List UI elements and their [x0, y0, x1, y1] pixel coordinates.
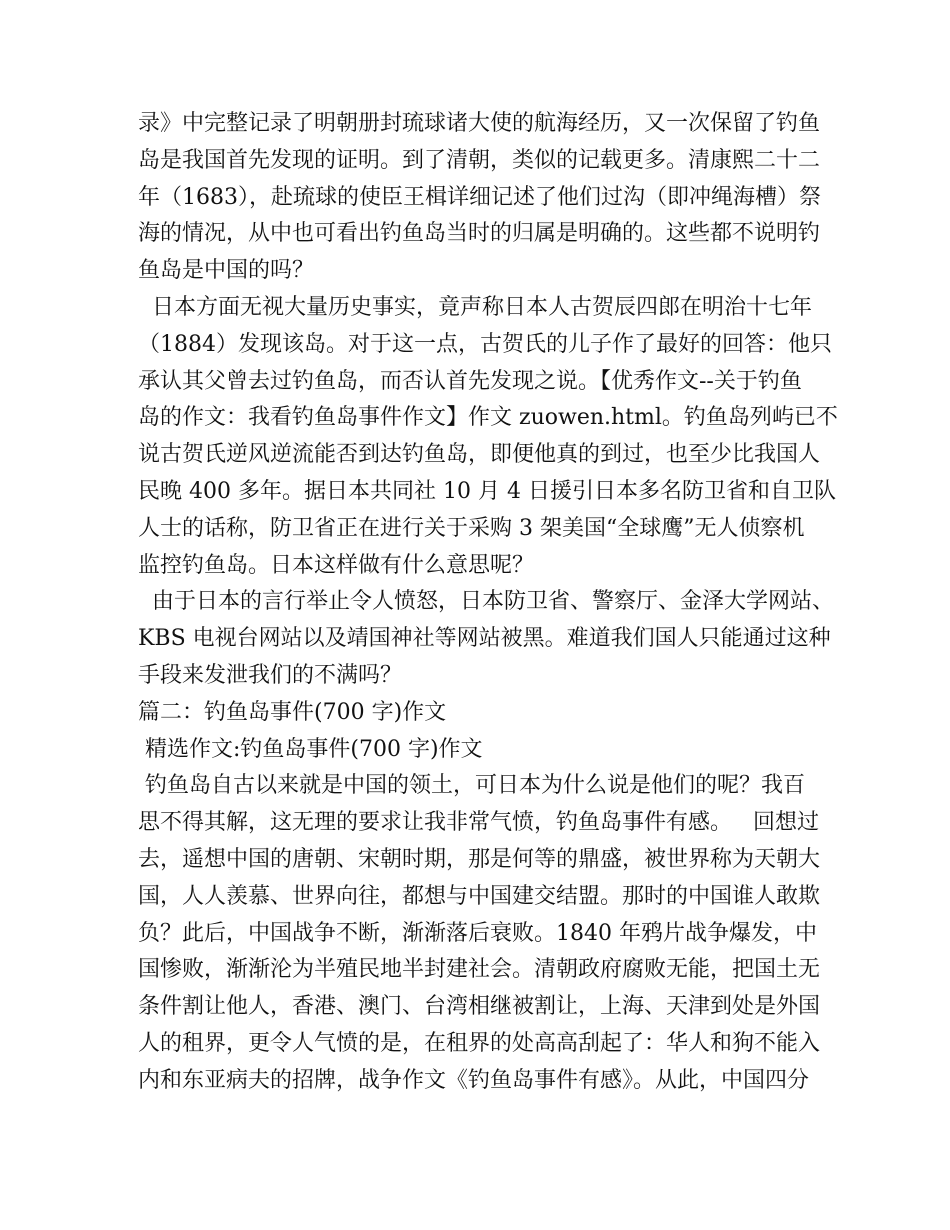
text-line: 海的情况，从中也可看出钓鱼岛当时的归属是明确的。这些都不说明钓 — [138, 221, 821, 247]
text-line: 监控钓鱼岛。日本这样做有什么意思呢？ — [138, 552, 535, 578]
text-line: 负？此后，中国战争不断，渐渐落后衰败。1840 年鸦片战争爆发，中 — [138, 920, 817, 946]
text-line: 精选作文:钓鱼岛事件(700 字)作文 — [138, 736, 483, 762]
text-line: 年（1683），赴琉球的使臣王楫详细记述了他们过沟（即冲绳海槽）祭 — [138, 184, 821, 210]
text-line: 人士的话称，防卫省正在进行关于采购 3 架美国“全球鹰”无人侦察机 — [138, 515, 805, 541]
text-line: 去，遥想中国的唐朝、宋朝时期，那是何等的鼎盛，被世界称为天朝大 — [138, 846, 821, 872]
text-line: 录》中完整记录了明朝册封琉球诸大使的航海经历，又一次保留了钓鱼 — [138, 111, 821, 136]
text-line: 说古贺氏逆风逆流能否到达钓鱼岛，即便他真的到过，也至少比我国人 — [138, 442, 821, 468]
text-line: 思不得其解，这无理的要求让我非常气愤，钓鱼岛事件有感。 回想过 — [138, 810, 819, 836]
text-line: 民晚 400 多年。据日本共同社 10 月 4 日援引日本多名防卫省和自卫队 — [138, 478, 836, 504]
text-line: 人的租界，更令人气愤的是，在租界的处高高刮起了：华人和狗不能入 — [138, 1030, 821, 1056]
text-line: （1884）发现该岛。对于这一点，古贺氏的儿子作了最好的回答：他只 — [138, 331, 832, 357]
text-line: 钓鱼岛自古以来就是中国的领土，可日本为什么说是他们的呢？我百 — [138, 773, 805, 799]
text-line: 条件割让他人，香港、澳门、台湾相继被割让，上海、天津到处是外国 — [138, 994, 821, 1020]
text-line: 承认其父曾去过钓鱼岛，而否认首先发现之说。【优秀作文--关于钓鱼 — [138, 368, 802, 394]
text-line: KBS 电视台网站以及靖国神社等网站被黑。难道我们国人只能通过这种 — [138, 626, 831, 652]
text-line: 国惨败，渐渐沦为半殖民地半封建社会。清朝政府腐败无能，把国土无 — [138, 957, 821, 983]
text-line: 日本方面无视大量历史事实，竟声称日本人古贺辰四郎在明治十七年 — [138, 294, 812, 320]
text-line: 岛的作文：我看钓鱼岛事件作文】作文 zuowen.html。钓鱼岛列屿已不 — [138, 405, 838, 431]
section-heading: 篇二：钓鱼岛事件(700 字)作文 — [138, 699, 447, 725]
text-line: 内和东亚病夫的招牌，战争作文《钓鱼岛事件有感》。从此，中国四分 — [138, 1067, 810, 1093]
text-line: 手段来发泄我们的不满吗？ — [138, 662, 403, 688]
text-line: 国，人人羡慕、世界向往，都想与中国建交结盟。那时的中国谁人敢欺 — [138, 883, 821, 909]
document-body — [138, 106, 858, 1100]
text-line: 由于日本的言行举止令人愤怒，日本防卫省、警察厅、金泽大学网站、 — [138, 589, 834, 615]
text-line: 岛是我国首先发现的证明。到了清朝，类似的记载更多。清康熙二十二 — [138, 147, 821, 173]
text-line: 鱼岛是中国的吗？ — [138, 258, 315, 284]
